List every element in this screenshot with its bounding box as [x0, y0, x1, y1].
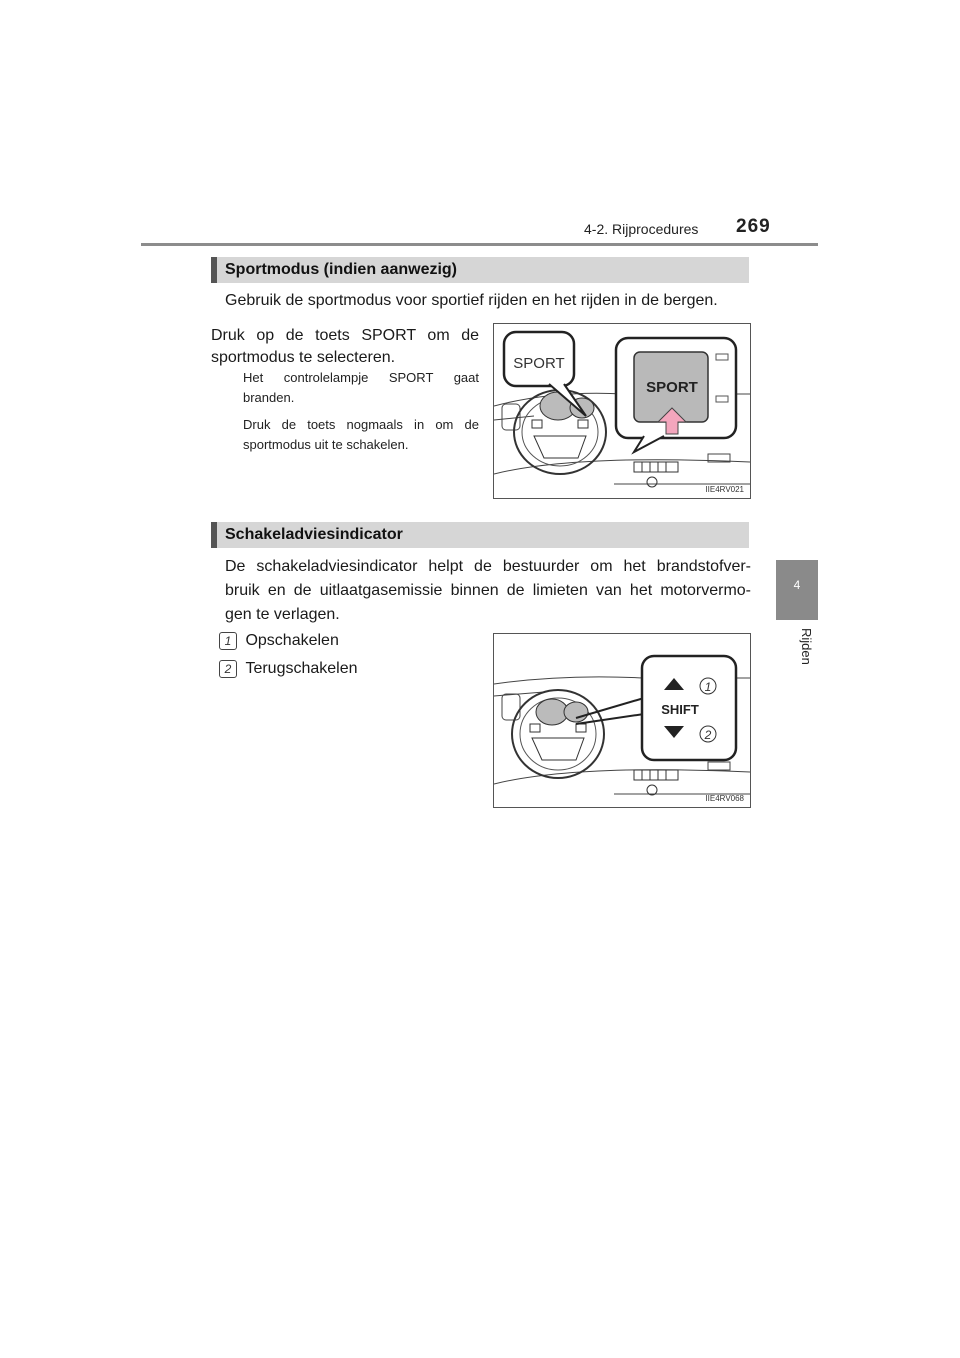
figure-code: IIE4RV021: [705, 485, 744, 494]
sport-figure: [493, 323, 751, 499]
header-rule: [141, 243, 818, 246]
sport-section-title: Sportmodus (indien aanwezig): [225, 261, 458, 278]
callout-large-label: SPORT: [646, 379, 698, 396]
shift-desc-line1: De schakeladviesindicator helpt de bestuurder om het brandstofver-: [225, 558, 751, 575]
shift-section-title: Schakeladviesindicator: [225, 526, 403, 543]
shift-up-number: 1: [704, 680, 712, 694]
shift-desc-line3: gen te verlagen.: [225, 606, 340, 623]
list-item: [219, 629, 339, 653]
sport-intro: Gebruik de sportmodus voor sportief rijden en het rijden in de bergen.: [225, 292, 718, 309]
shift-desc-line2: bruik en de uitlaatgasemissie binnen de limieten van het motorvermo-: [225, 582, 751, 599]
sport-section-bar: [211, 257, 749, 283]
item-label: Terugschakelen: [245, 660, 358, 677]
section-bar-stripe: [211, 522, 217, 548]
sport-note1-line2: branden.: [243, 390, 295, 405]
sport-dashboard-illustration: [494, 324, 750, 498]
sport-instruction-line1: Druk op de toets SPORT om de: [211, 327, 479, 344]
item-number-badge: 1: [219, 632, 237, 650]
item-label: Opschakelen: [245, 632, 339, 649]
chapter-label: Rijden: [799, 628, 814, 665]
shift-section-bar: [211, 522, 749, 548]
sport-note1-line1: Het controlelampje SPORT gaat: [243, 370, 479, 385]
list-item: [219, 657, 358, 681]
sport-instruction-line2: sportmodus te selecteren.: [211, 349, 396, 366]
sport-note2-line2: sportmodus uit te schakelen.: [243, 437, 409, 452]
section-bar-stripe: [211, 257, 217, 283]
figure-code: IIE4RV068: [705, 794, 744, 803]
callout-small-label: SPORT: [513, 355, 565, 372]
shift-figure: [493, 633, 751, 808]
section-title: 4-2. Rijprocedures: [584, 221, 699, 237]
item-number-badge: 2: [219, 660, 237, 678]
chapter-number: 4: [793, 578, 801, 592]
page-number: 269: [736, 216, 771, 237]
shift-label: SHIFT: [661, 702, 699, 717]
shift-dashboard-illustration: [494, 634, 750, 807]
sport-note2-line1: Druk de toets nogmaals in om de: [243, 417, 479, 432]
shift-down-number: 2: [704, 728, 712, 742]
